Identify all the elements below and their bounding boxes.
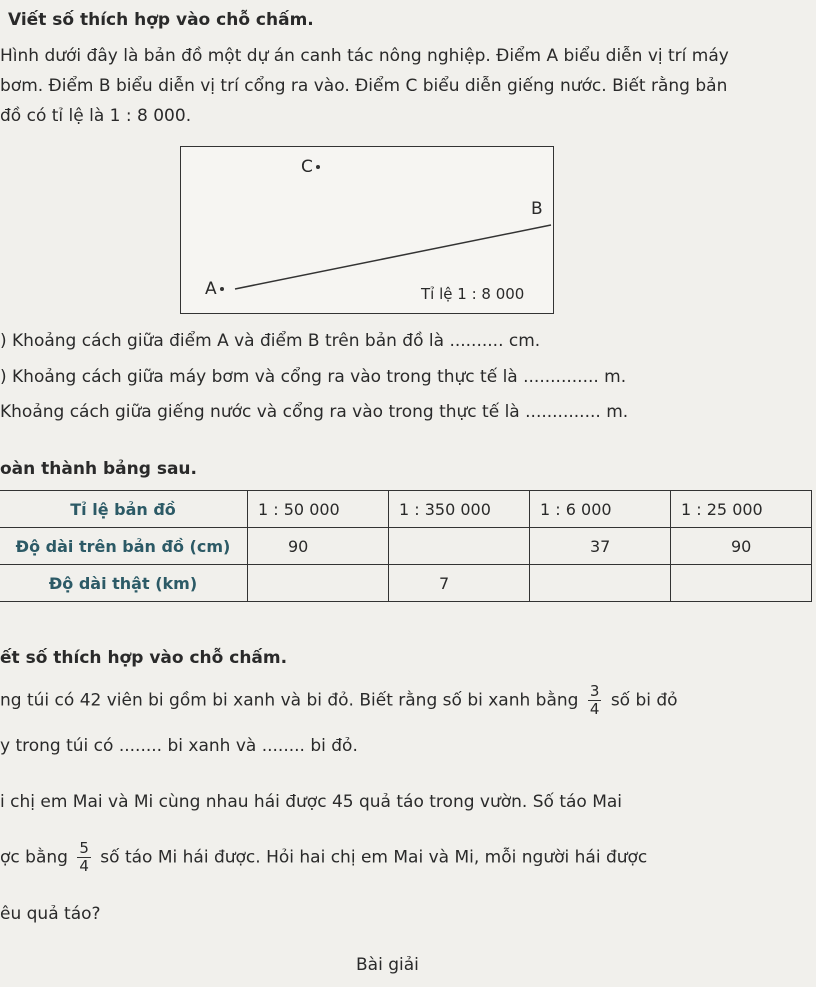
point-c-dot <box>316 165 320 169</box>
table-row <box>0 565 812 602</box>
fraction-denominator: 4 <box>589 700 600 718</box>
table-cell[interactable] <box>248 565 389 602</box>
fraction-numerator: 3 <box>589 682 600 700</box>
map-scale: Tỉ lệ 1 : 8 000 <box>421 285 525 303</box>
scale-table <box>0 490 812 602</box>
row-label-real-length: Độ dài thật (km) <box>0 565 248 602</box>
table-cell: 1 : 25 000 <box>671 491 812 528</box>
fraction-three-quarters <box>588 683 602 718</box>
table-row <box>0 491 812 528</box>
point-b <box>531 199 543 219</box>
table-row <box>0 528 812 565</box>
marbles-text-1: ng túi có 42 viên bi gồm bi xanh và bi đỏ. Biết rằng số bi xanh bằng <box>0 690 579 711</box>
row-label-scale: Tỉ lệ bản đồ <box>0 491 248 528</box>
table-cell: 1 : 50 000 <box>248 491 389 528</box>
point-b-label: B <box>531 199 543 219</box>
table-cell[interactable]: 37 <box>530 528 671 565</box>
table-cell[interactable] <box>530 565 671 602</box>
apples-line-3: êu quả táo? <box>0 904 101 924</box>
fraction-five-quarters <box>77 840 91 875</box>
table-cell[interactable]: 90 <box>248 528 389 565</box>
intro-line-3: đồ có tỉ lệ là 1 : 8 000. <box>0 106 192 126</box>
intro-line-2: bơm. Điểm B biểu diễn vị trí cổng ra vào. Điểm C biểu diễn giếng nước. Biết rằng bản <box>0 76 728 96</box>
row-label-map-length: Độ dài trên bản đồ (cm) <box>0 528 248 565</box>
apples-line-1: i chị em Mai và Mi cùng nhau hái được 45 quả táo trong vườn. Số táo Mai <box>0 792 623 812</box>
table-cell[interactable]: 7 <box>389 565 530 602</box>
table-cell[interactable] <box>389 528 530 565</box>
question-c: Khoảng cách giữa giếng nước và cổng ra vào trong thực tế là .............. m. <box>0 402 629 422</box>
table-cell[interactable]: 90 <box>671 528 812 565</box>
table-cell[interactable] <box>671 565 812 602</box>
exercise-heading-2: oàn thành bảng sau. <box>0 459 197 479</box>
apples-text-1: ợc bằng <box>0 847 68 868</box>
marbles-text-2: số bi đỏ <box>610 690 678 711</box>
question-a: ) Khoảng cách giữa điểm A và điểm B trên bản đồ là .......... cm. <box>0 331 541 351</box>
exercise-heading-3: ết số thích hợp vào chỗ chấm. <box>0 648 288 668</box>
point-a-dot <box>220 287 224 291</box>
fraction-numerator: 5 <box>79 839 89 857</box>
table-cell: 1 : 350 000 <box>389 491 530 528</box>
exercise-heading-1: Viết số thích hợp vào chỗ chấm. <box>8 10 314 30</box>
point-a-label: A <box>205 279 217 299</box>
table-cell: 1 : 6 000 <box>530 491 671 528</box>
intro-line-1: Hình dưới đây là bản đồ một dự án canh tác nông nghiệp. Điểm A biểu diễn vị trí máy <box>0 46 729 66</box>
point-a <box>205 279 224 299</box>
point-c <box>301 157 320 177</box>
map-figure <box>180 146 554 314</box>
marbles-line-1 <box>0 683 678 718</box>
fraction-denominator: 4 <box>79 857 89 875</box>
point-c-label: C <box>301 157 313 177</box>
marbles-line-2: y trong túi có ........ bi xanh và ........ bi đỏ. <box>0 736 358 756</box>
apples-line-2 <box>0 840 647 875</box>
question-b: ) Khoảng cách giữa máy bơm và cổng ra vào trong thực tế là .............. m. <box>0 367 627 387</box>
solution-label: Bài giải <box>356 955 419 975</box>
apples-text-2: số táo Mi hái được. Hỏi hai chị em Mai và Mi, mỗi người hái được <box>100 847 648 868</box>
